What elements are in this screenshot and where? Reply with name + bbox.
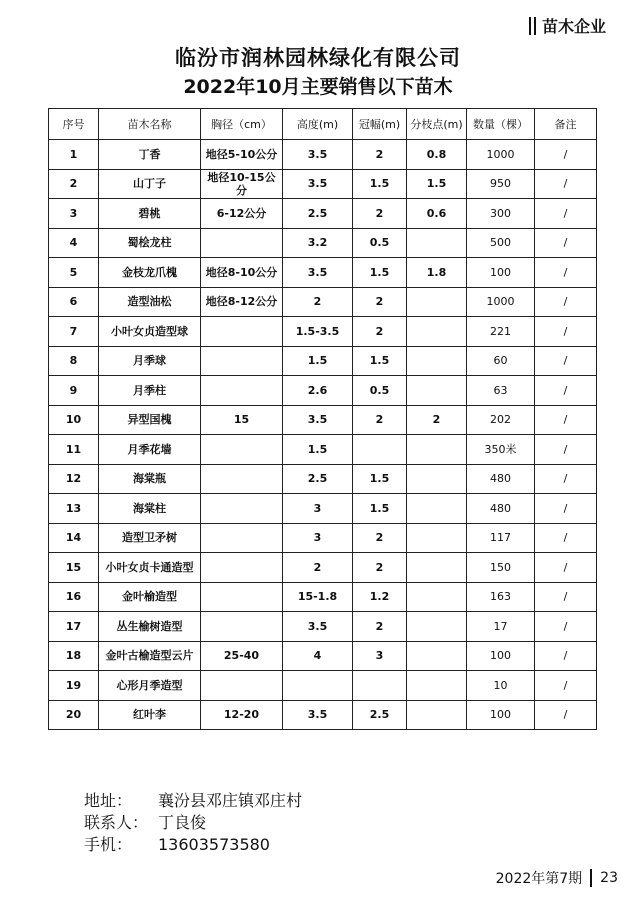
cell-diameter xyxy=(201,317,283,347)
cell-remark: / xyxy=(535,464,597,494)
cell-index: 3 xyxy=(49,199,99,229)
cell-diameter xyxy=(201,523,283,553)
cell-name: 海棠瓶 xyxy=(99,464,201,494)
table-row xyxy=(49,494,597,524)
cell-index: 7 xyxy=(49,317,99,347)
cell-diameter xyxy=(201,612,283,642)
cell-diameter xyxy=(201,376,283,406)
cell-name: 月季球 xyxy=(99,346,201,376)
cell-name: 金叶榆造型 xyxy=(99,582,201,612)
cell-remark: / xyxy=(535,582,597,612)
cell-crown xyxy=(353,435,407,465)
cell-crown: 2 xyxy=(353,523,407,553)
cell-index: 13 xyxy=(49,494,99,524)
cell-diameter: 25-40 xyxy=(201,641,283,671)
cell-name: 海棠柱 xyxy=(99,494,201,524)
cell-crown: 1.5 xyxy=(353,169,407,199)
cell-diameter: 12-20 xyxy=(201,700,283,730)
table-row xyxy=(49,228,597,258)
cell-crown: 2 xyxy=(353,287,407,317)
cell-remark: / xyxy=(535,140,597,170)
cell-quantity: 117 xyxy=(467,523,535,553)
page-number: 23 xyxy=(600,870,618,886)
cell-quantity: 150 xyxy=(467,553,535,583)
cell-name: 异型国槐 xyxy=(99,405,201,435)
page-footer xyxy=(496,868,618,888)
cell-branch-point: 2 xyxy=(407,405,467,435)
cell-branch-point xyxy=(407,494,467,524)
cell-crown: 1.5 xyxy=(353,346,407,376)
cell-height: 1.5 xyxy=(283,435,353,465)
cell-height: 2 xyxy=(283,553,353,583)
cell-crown: 2 xyxy=(353,405,407,435)
cell-crown: 2.5 xyxy=(353,700,407,730)
cell-index: 8 xyxy=(49,346,99,376)
table-row xyxy=(49,464,597,494)
cell-diameter xyxy=(201,671,283,701)
cell-diameter: 地径8-12公分 xyxy=(201,287,283,317)
cell-crown: 2 xyxy=(353,199,407,229)
cell-height: 2.5 xyxy=(283,199,353,229)
cell-quantity: 100 xyxy=(467,258,535,288)
cell-remark: / xyxy=(535,671,597,701)
cell-quantity: 480 xyxy=(467,494,535,524)
sales-subtitle: 2022年10月主要销售以下苗木 xyxy=(183,76,453,98)
cell-name: 山丁子 xyxy=(99,169,201,199)
cell-crown: 1.5 xyxy=(353,494,407,524)
cell-height: 2 xyxy=(283,287,353,317)
header-remark: 备注 xyxy=(535,109,597,140)
header-diameter: 胸径（cm） xyxy=(201,109,283,140)
table-row xyxy=(49,140,597,170)
cell-remark: / xyxy=(535,612,597,642)
cell-height: 3 xyxy=(283,494,353,524)
cell-height xyxy=(283,671,353,701)
cell-quantity: 1000 xyxy=(467,287,535,317)
cell-remark: / xyxy=(535,494,597,524)
cell-index: 16 xyxy=(49,582,99,612)
cell-crown: 0.5 xyxy=(353,376,407,406)
table-row xyxy=(49,435,597,465)
cell-remark: / xyxy=(535,553,597,583)
cell-remark: / xyxy=(535,641,597,671)
cell-crown: 2 xyxy=(353,553,407,583)
table-header-row xyxy=(49,109,597,140)
header-quantity: 数量（棵） xyxy=(467,109,535,140)
cell-remark: / xyxy=(535,435,597,465)
cell-crown: 2 xyxy=(353,612,407,642)
cell-quantity: 10 xyxy=(467,671,535,701)
cell-index: 14 xyxy=(49,523,99,553)
cell-branch-point: 0.8 xyxy=(407,140,467,170)
cell-height: 15-1.8 xyxy=(283,582,353,612)
cell-crown: 3 xyxy=(353,641,407,671)
cell-diameter: 地径10-15公分 xyxy=(201,169,283,199)
address-row xyxy=(84,790,302,812)
table-row xyxy=(49,169,597,199)
cell-diameter: 6-12公分 xyxy=(201,199,283,229)
cell-diameter xyxy=(201,228,283,258)
cell-quantity: 500 xyxy=(467,228,535,258)
phone-value: 13603573580 xyxy=(158,835,270,854)
cell-index: 10 xyxy=(49,405,99,435)
person-value: 丁良俊 xyxy=(158,813,207,832)
table-row xyxy=(49,612,597,642)
cell-index: 18 xyxy=(49,641,99,671)
cell-crown: 1.2 xyxy=(353,582,407,612)
cell-quantity: 350米 xyxy=(467,435,535,465)
company-title: 临汾市润林园林绿化有限公司 xyxy=(175,46,461,70)
cell-branch-point xyxy=(407,464,467,494)
cell-name: 月季柱 xyxy=(99,376,201,406)
cell-index: 9 xyxy=(49,376,99,406)
cell-remark: / xyxy=(535,346,597,376)
contact-block xyxy=(84,790,302,856)
cell-crown: 2 xyxy=(353,317,407,347)
cell-index: 6 xyxy=(49,287,99,317)
header-height: 高度(m) xyxy=(283,109,353,140)
cell-height: 2.5 xyxy=(283,464,353,494)
cell-quantity: 480 xyxy=(467,464,535,494)
cell-diameter xyxy=(201,346,283,376)
cell-quantity: 100 xyxy=(467,641,535,671)
cell-branch-point xyxy=(407,612,467,642)
cell-name: 丁香 xyxy=(99,140,201,170)
cell-index: 19 xyxy=(49,671,99,701)
address-value: 襄汾县邓庄镇邓庄村 xyxy=(158,791,303,810)
cell-remark: / xyxy=(535,405,597,435)
table-row xyxy=(49,700,597,730)
cell-height: 3.5 xyxy=(283,140,353,170)
cell-diameter xyxy=(201,582,283,612)
cell-crown xyxy=(353,671,407,701)
header-branch-point: 分枝点(m) xyxy=(407,109,467,140)
cell-remark: / xyxy=(535,169,597,199)
table-row xyxy=(49,199,597,229)
cell-remark: / xyxy=(535,287,597,317)
address-label: 地址： xyxy=(84,791,133,810)
cell-index: 1 xyxy=(49,140,99,170)
table-row xyxy=(49,641,597,671)
cell-branch-point xyxy=(407,376,467,406)
section-tag xyxy=(529,14,606,37)
cell-branch-point xyxy=(407,523,467,553)
table-body xyxy=(49,140,597,730)
cell-height: 3.2 xyxy=(283,228,353,258)
cell-height: 3.5 xyxy=(283,700,353,730)
cell-remark: / xyxy=(535,700,597,730)
cell-name: 造型油松 xyxy=(99,287,201,317)
cell-name: 蜀桧龙柱 xyxy=(99,228,201,258)
cell-remark: / xyxy=(535,523,597,553)
cell-index: 12 xyxy=(49,464,99,494)
cell-index: 11 xyxy=(49,435,99,465)
cell-height: 1.5 xyxy=(283,346,353,376)
cell-height: 3 xyxy=(283,523,353,553)
cell-quantity: 202 xyxy=(467,405,535,435)
table-row xyxy=(49,346,597,376)
cell-quantity: 1000 xyxy=(467,140,535,170)
cell-name: 小叶女贞造型球 xyxy=(99,317,201,347)
phone-row xyxy=(84,834,302,856)
cell-height: 1.5-3.5 xyxy=(283,317,353,347)
cell-name: 月季花墙 xyxy=(99,435,201,465)
cell-crown: 1.5 xyxy=(353,258,407,288)
cell-quantity: 300 xyxy=(467,199,535,229)
footer-separator xyxy=(590,869,592,887)
issue-label: 2022年第7期 xyxy=(495,871,583,887)
cell-quantity: 950 xyxy=(467,169,535,199)
table-row xyxy=(49,287,597,317)
person-row xyxy=(84,812,302,834)
cell-branch-point xyxy=(407,700,467,730)
cell-diameter xyxy=(201,553,283,583)
cell-remark: / xyxy=(535,258,597,288)
table-row xyxy=(49,582,597,612)
phone-label: 手机： xyxy=(84,835,133,854)
cell-name: 小叶女贞卡通造型 xyxy=(99,553,201,583)
cell-crown: 1.5 xyxy=(353,464,407,494)
cell-branch-point xyxy=(407,582,467,612)
cell-crown: 2 xyxy=(353,140,407,170)
cell-quantity: 163 xyxy=(467,582,535,612)
cell-branch-point: 1.8 xyxy=(407,258,467,288)
table-row xyxy=(49,671,597,701)
cell-name: 金叶古榆造型云片 xyxy=(99,641,201,671)
cell-index: 15 xyxy=(49,553,99,583)
cell-height: 3.5 xyxy=(283,169,353,199)
cell-branch-point xyxy=(407,671,467,701)
cell-index: 17 xyxy=(49,612,99,642)
table-row xyxy=(49,405,597,435)
cell-name: 丛生榆树造型 xyxy=(99,612,201,642)
cell-branch-point xyxy=(407,228,467,258)
cell-quantity: 17 xyxy=(467,612,535,642)
cell-height: 3.5 xyxy=(283,258,353,288)
cell-index: 4 xyxy=(49,228,99,258)
cell-diameter: 地径8-10公分 xyxy=(201,258,283,288)
cell-height: 4 xyxy=(283,641,353,671)
header-index: 序号 xyxy=(49,109,99,140)
header-crown: 冠幅(m) xyxy=(353,109,407,140)
header-name: 苗木名称 xyxy=(99,109,201,140)
table-row xyxy=(49,317,597,347)
person-label: 联系人： xyxy=(84,813,149,832)
cell-name: 碧桃 xyxy=(99,199,201,229)
cell-remark: / xyxy=(535,228,597,258)
cell-branch-point: 0.6 xyxy=(407,199,467,229)
table-row xyxy=(49,553,597,583)
cell-height: 2.6 xyxy=(283,376,353,406)
cell-branch-point xyxy=(407,317,467,347)
cell-crown: 0.5 xyxy=(353,228,407,258)
cell-remark: / xyxy=(535,199,597,229)
cell-diameter: 地径5-10公分 xyxy=(201,140,283,170)
cell-branch-point xyxy=(407,287,467,317)
cell-name: 红叶李 xyxy=(99,700,201,730)
cell-index: 2 xyxy=(49,169,99,199)
cell-branch-point: 1.5 xyxy=(407,169,467,199)
cell-name: 心形月季造型 xyxy=(99,671,201,701)
cell-quantity: 100 xyxy=(467,700,535,730)
cell-height: 3.5 xyxy=(283,612,353,642)
table-row xyxy=(49,258,597,288)
section-tag-bars xyxy=(529,17,536,35)
cell-quantity: 60 xyxy=(467,346,535,376)
cell-quantity: 221 xyxy=(467,317,535,347)
cell-remark: / xyxy=(535,317,597,347)
cell-index: 5 xyxy=(49,258,99,288)
cell-branch-point xyxy=(407,641,467,671)
table-row xyxy=(49,376,597,406)
cell-diameter xyxy=(201,464,283,494)
cell-diameter xyxy=(201,494,283,524)
cell-diameter xyxy=(201,435,283,465)
cell-name: 造型卫矛树 xyxy=(99,523,201,553)
cell-remark: / xyxy=(535,376,597,406)
cell-name: 金枝龙爪槐 xyxy=(99,258,201,288)
nursery-table xyxy=(48,108,597,730)
cell-branch-point xyxy=(407,346,467,376)
cell-index: 20 xyxy=(49,700,99,730)
cell-diameter: 15 xyxy=(201,405,283,435)
cell-height: 3.5 xyxy=(283,405,353,435)
cell-branch-point xyxy=(407,435,467,465)
table-row xyxy=(49,523,597,553)
section-tag-label: 苗木企业 xyxy=(541,17,606,36)
cell-quantity: 63 xyxy=(467,376,535,406)
cell-branch-point xyxy=(407,553,467,583)
